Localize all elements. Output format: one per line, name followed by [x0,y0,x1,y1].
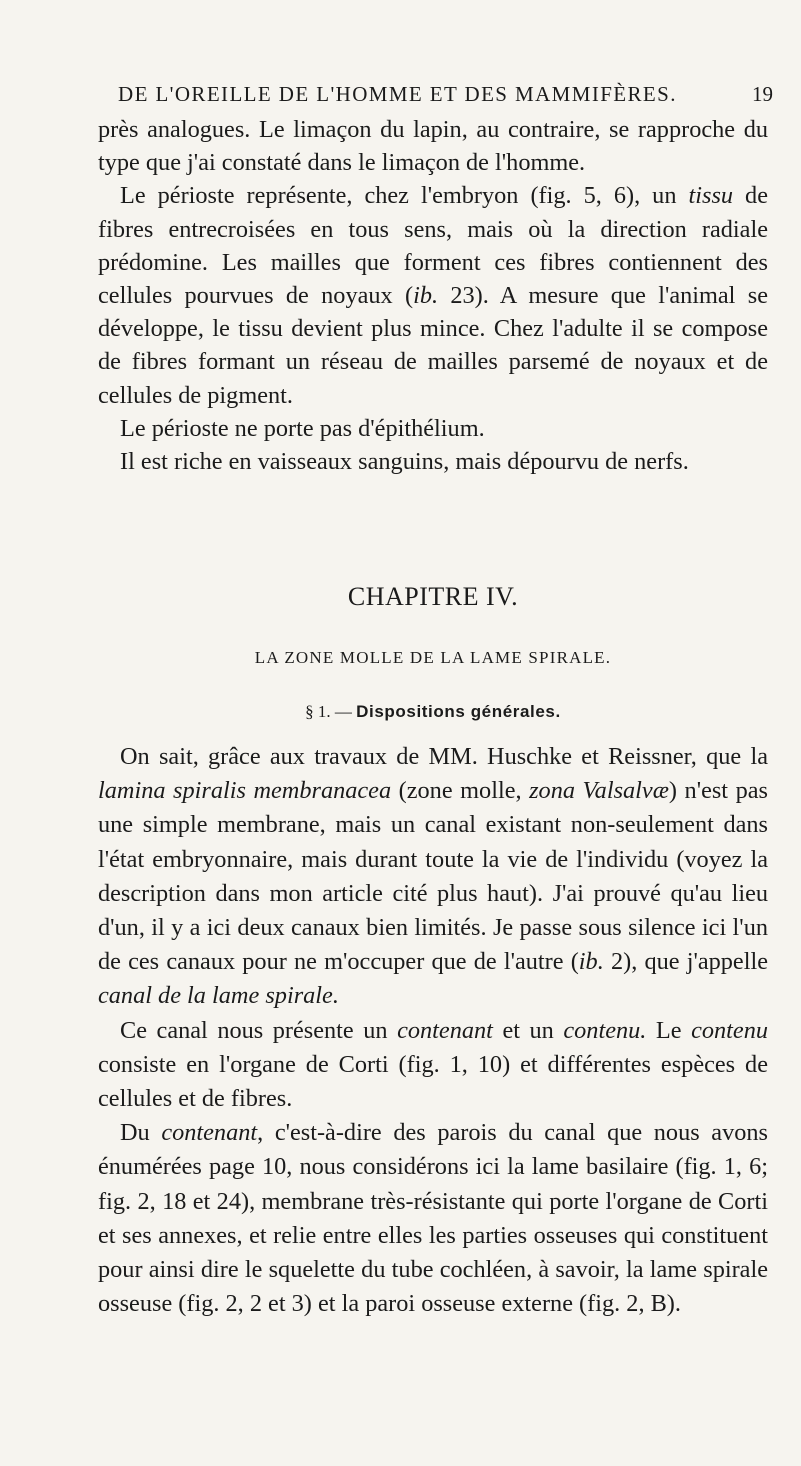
paragraph-7: Du contenant, c'est-à-dire des parois du canal que nous avons énumérées page 10, nous considérons ici la lame basilaire (fig. 1, 6; fig. 2, 18 et 24), membrane très-résistante qui porte l'organe de Corti et ses annexes, et relie entre elles les parties osseuses qui constituent pour ainsi dire le squelette du tube cochléen, à savoir, la lame spirale osseuse (fig. 2, 2 et 3) et la paroi osseuse externe (fig. 2, B). [98,1119,768,1318]
paragraph-2: Le périoste représente, chez l'embryon (fig. 5, 6), un tissu de fibres entrecroisées en tous sens, mais où la direction radiale prédomine. Les mailles que forment ces fibres contiennent des cellules pourvues de noyaux (ib. 23). A mesure que l'animal se développe, le tissu devient plus mince. Chez l'adulte il se compose de fibres formant un réseau de mailles parsemé de noyaux et de cellules de pigment. [98,182,768,409]
paragraph-1: près analogues. Le limaçon du lapin, au contraire, se rapproche du type que j'ai constaté dans le limaçon de l'homme. [98,116,768,177]
page-number: 19 [752,82,773,106]
paragraph-3: Le périoste ne porte pas d'épithélium. [120,414,485,442]
chapter-subtitle: LA ZONE MOLLE DE LA LAME SPIRALE. [254,648,612,667]
paragraph-5: On sait, grâce aux travaux de MM. Huschke et Reissner, que la lamina spiralis membranacea (zone molle, zona Valsalvæ) n'est pas une simple membrane, mais un canal existant non-seulement dans l'état embryonnaire, mais durant toute la vie de l'individu (voyez la description dans mon article cité plus haut). J'ai prouvé qu'au lieu d'un, il y a ici deux canaux bien limités. Je passe sous silence ici l'un de ces canaux pour ne m'occuper que de l'autre (ib. 2), que j'appelle canal de la lame spirale. [98,743,768,1010]
paragraph-4: Il est riche en vaisseaux sanguins, mais dépourvu de nerfs. [120,448,689,476]
section-heading: § 1. — Dispositions générales. [305,702,561,721]
running-head-title: DE L'OREILLE DE L'HOMME ET DES MAMMIFÈRES. [118,82,677,106]
body-text-top [98,113,768,478]
body-text-bottom [98,740,768,1321]
paragraph-6: Ce canal nous présente un contenant et un contenu. Le contenu consiste en l'organe de Corti (fig. 1, 10) et différentes espèces de cellules et de fibres. [98,1016,768,1113]
running-head [118,82,773,107]
chapter-heading: CHAPITRE IV. [347,582,519,611]
